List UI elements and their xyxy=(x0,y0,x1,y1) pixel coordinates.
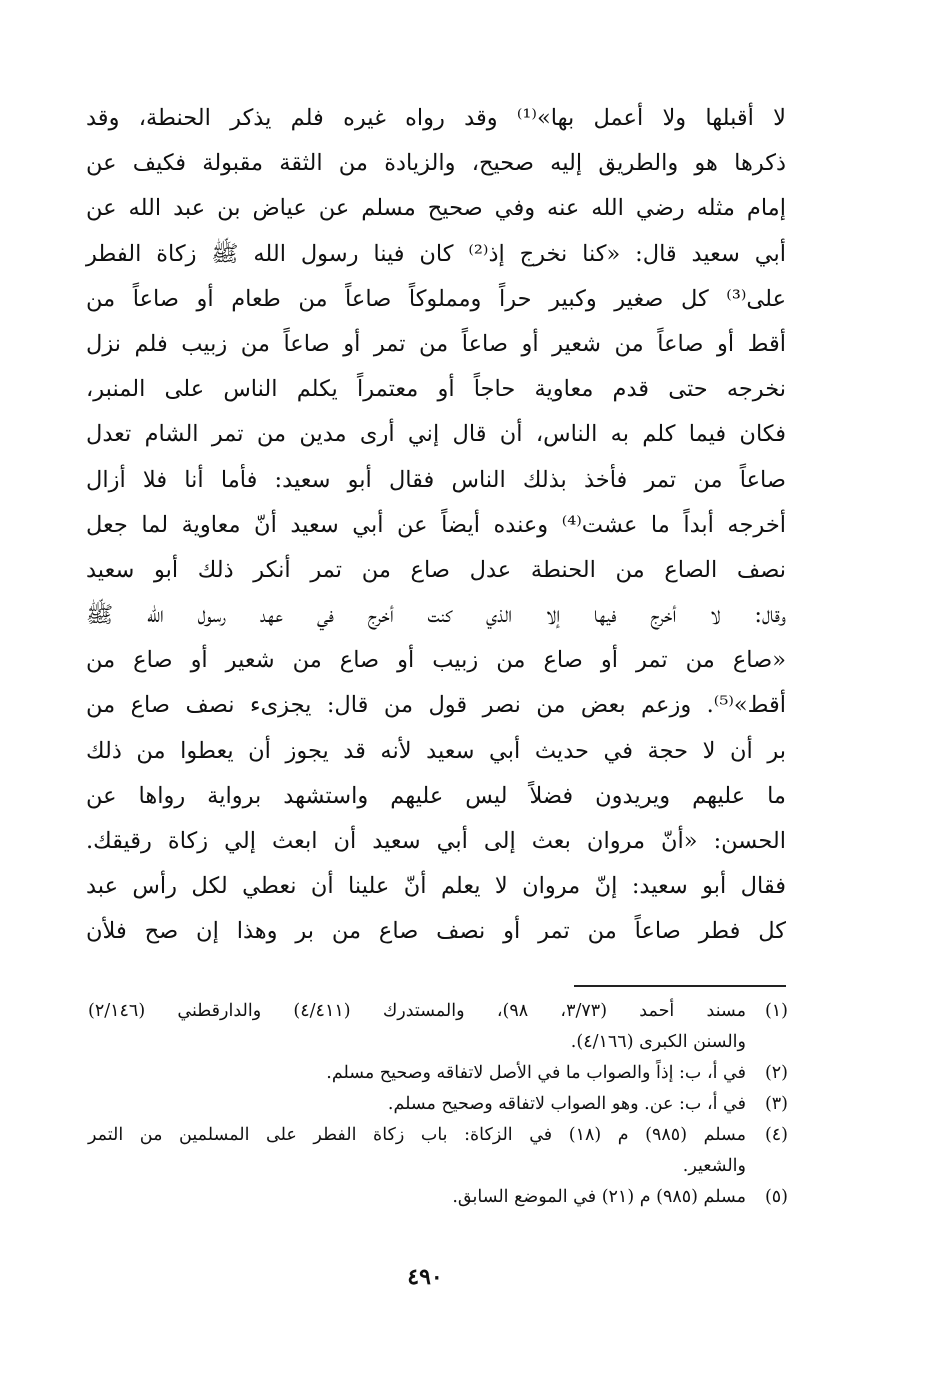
footnote-continuation: والسنن الكبرى (٤/١٦٦). xyxy=(570,1032,746,1052)
footnote-text: مسند أحمد (٣/٧٣، ٩٨)، والمستدرك (٤/٤١١) والدارقطني (٢/١٤٦) xyxy=(88,1001,746,1021)
text-line: نصف الصاع من الحنطة عدل صاع من تمر أنكر ذلك أبو سعيد xyxy=(86,556,786,583)
footnotes xyxy=(88,996,788,1213)
text-line: نخرجه حتى قدم معاوية حاجاً أو معتمراً يكلم الناس على المنبر، xyxy=(86,376,786,403)
text-line: على⁽³⁾ كل صغير وكبير حراً ومملوكاً صاعاً من طعام أو صاعاً من xyxy=(86,285,786,312)
footnote xyxy=(88,1058,788,1089)
footnote xyxy=(88,1120,788,1182)
footnote-number: (٣) xyxy=(764,1094,788,1114)
text-line: ما عليهم ويريدون فضلاً ليس عليهم واستشهد برواية رواها عن xyxy=(86,782,786,809)
footnote-text: في أ، ب: عن. وهو الصواب لاتفاقه وصحيح مسلم. xyxy=(387,1094,746,1114)
footnote xyxy=(88,996,788,1058)
text-line: إمام مثله رضي الله عنه وفي صحيح مسلم عن عياض بن عبد الله عن xyxy=(86,195,786,222)
footnote xyxy=(88,1089,788,1120)
text-line: «صاع من تمر أو صاع من زبيب أو صاع من شعير أو صاع من xyxy=(86,647,786,674)
page-number: ٤٩٠ xyxy=(407,1264,443,1290)
footnote-continuation: والشعير. xyxy=(682,1156,746,1176)
footnote-line xyxy=(88,1120,788,1151)
footnote xyxy=(88,1182,788,1213)
main-text xyxy=(86,96,786,955)
text-line: كل فطر صاعاً من تمر أو نصف صاع من بر وهذا إن صح فلأن xyxy=(86,918,786,945)
footnote-text: مسلم (٩٨٥) م (٢١) في الموضع السابق. xyxy=(452,1187,746,1207)
footnote-line xyxy=(88,1182,788,1213)
footnote-line xyxy=(88,1058,788,1089)
text-line: الحسن: «أنّ مروان بعث إلى أبي سعيد أن ابعث إلي زكاة رقيقك. xyxy=(86,828,786,854)
text-line: ذكرها هو والطريق إليه صحيح، والزيادة من الثقة مقبولة فكيف عن xyxy=(86,150,786,177)
text-line: أقط»⁽⁵⁾. وزعم بعض من نصر قول من قال: يجزىء نصف صاع من xyxy=(86,692,786,719)
footnote-number: (٢) xyxy=(764,1063,788,1083)
text-line: لا أقبلها ولا أعمل بها»⁽¹⁾ وقد رواه غيره فلم يذكر الحنطة، وقد xyxy=(86,105,787,131)
text-line: بر أن لا حجة في حديث أبي سعيد لأنه قد يجوز أن يعطوا من ذلك xyxy=(86,737,786,764)
footnote-number: (٤) xyxy=(764,1125,788,1145)
text-line: فكان فيما كلم به الناس، أن قال إني أرى مدين من تمر الشام تعدل xyxy=(86,421,786,448)
footnote-number: (٥) xyxy=(764,1187,788,1207)
footnote-line xyxy=(88,1089,788,1120)
footnote-text: في أ، ب: إذاً والصواب ما في الأصل لاتفاقه وصحيح مسلم. xyxy=(326,1063,746,1083)
text-line: وقال: لا أخرج فيها إلا الذي كنت أخرج في عهد رسول الله ﷺ xyxy=(86,602,786,629)
text-line: صاعاً من تمر فأخذ بذلك الناس فقال أبو سعيد: فأما أنا فلا أزال xyxy=(86,466,786,493)
footnote-line xyxy=(88,996,788,1027)
footnote-number: (١) xyxy=(764,1001,788,1021)
text-line: فقال أبو سعيد: إنّ مروان لا يعلم أنّ علينا أن نعطي لكل رأس عبد xyxy=(86,873,786,900)
text-line: أبي سعيد قال: «كنا نخرج إذ⁽²⁾ كان فينا رسول الله ﷺ زكاة الفطر xyxy=(86,240,786,267)
footnote-text: مسلم (٩٨٥) م (١٨) في الزكاة: باب زكاة الفطر على المسلمين من التمر xyxy=(88,1125,746,1145)
footnote-separator xyxy=(574,985,786,987)
text-line: أقط أو صاعاً من شعير أو صاعاً من تمر أو صاعاً من زبيب فلم نزل xyxy=(86,330,786,357)
text-line: أخرجه أبداً ما عشت⁽⁴⁾ وعنده أيضاً عن أبي سعيد أنّ معاوية لما جعل xyxy=(86,511,786,538)
